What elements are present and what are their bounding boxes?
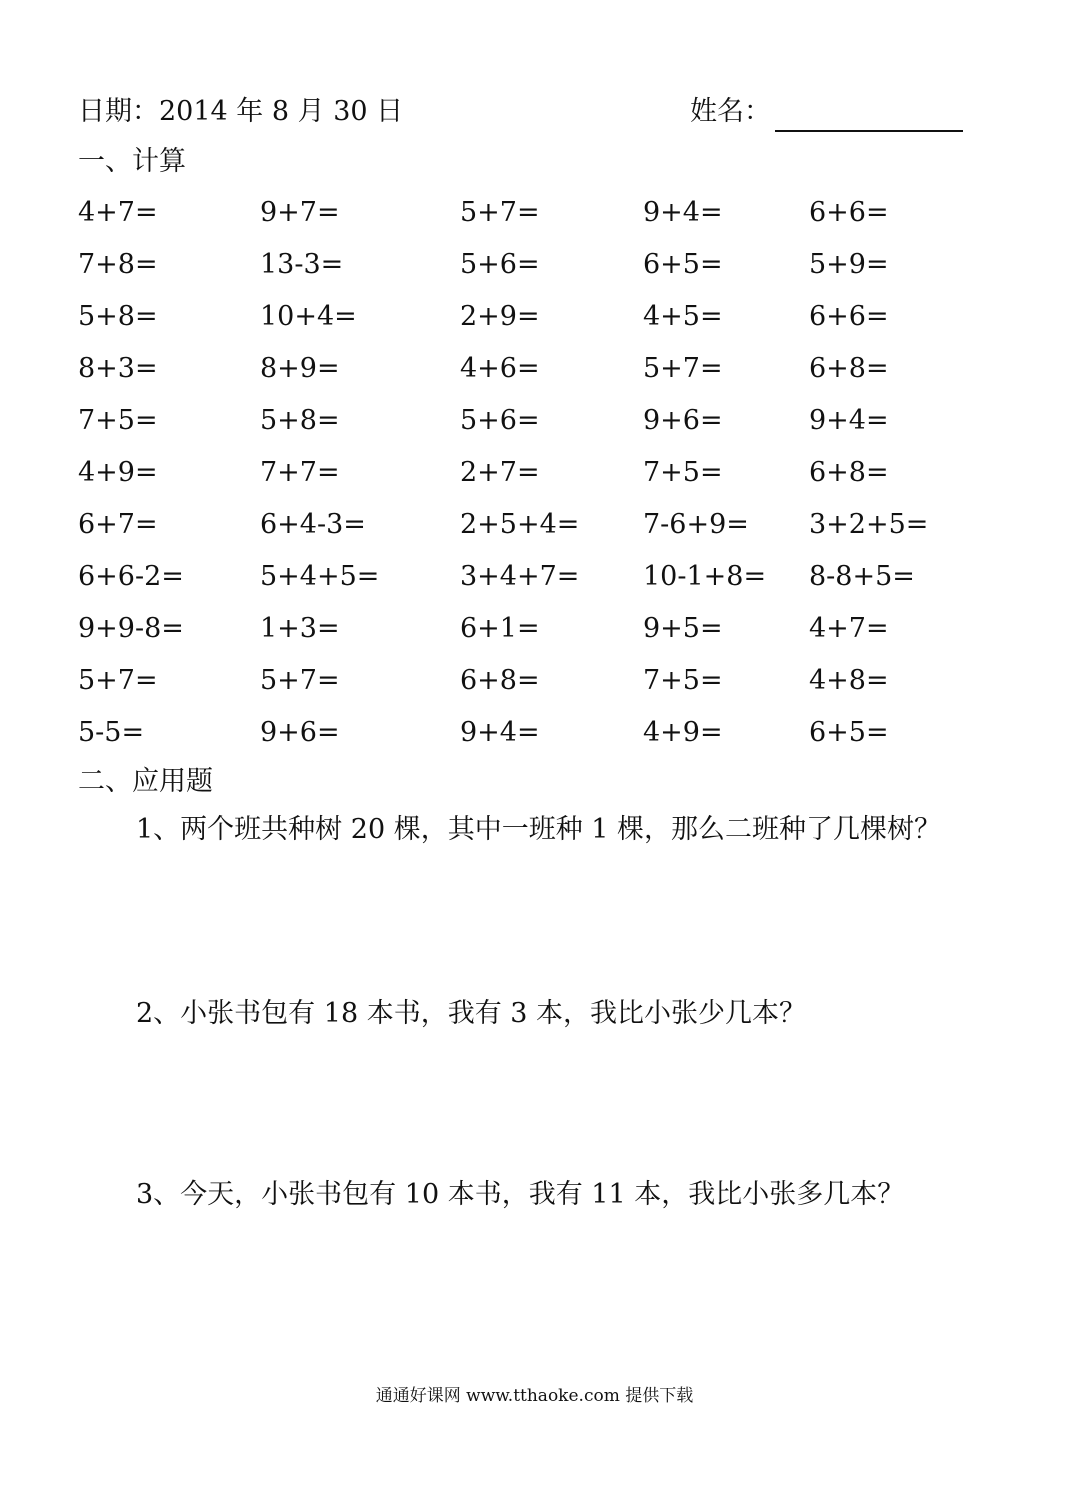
name-blank-line[interactable] — [775, 96, 963, 132]
calc-item: 4+9= — [78, 457, 158, 488]
calc-item: 1+3= — [260, 613, 340, 644]
calc-item: 13-3= — [260, 249, 344, 280]
calc-row — [78, 712, 978, 764]
section-calculation-title: 一、计算 — [78, 146, 186, 177]
name-field[interactable] — [690, 92, 963, 132]
calc-item: 6+8= — [809, 353, 889, 384]
calc-item: 6+6= — [809, 301, 889, 332]
calc-item: 7+5= — [643, 457, 723, 488]
calc-item: 4+7= — [78, 197, 158, 228]
calc-item: 5+7= — [260, 665, 340, 696]
header — [78, 92, 978, 132]
word-problem-1: 1、两个班共种树 20 棵，其中一班种 1 棵，那么二班种了几棵树？ — [136, 814, 942, 845]
calc-item: 9+5= — [643, 613, 723, 644]
calc-item: 5+6= — [460, 405, 540, 436]
calc-item: 4+9= — [643, 717, 723, 748]
calc-row — [78, 556, 978, 608]
calc-item: 2+7= — [460, 457, 540, 488]
calc-item: 3+4+7= — [460, 561, 580, 592]
calc-row — [78, 660, 978, 712]
calc-item: 9+6= — [643, 405, 723, 436]
calc-item: 6+6-2= — [78, 561, 184, 592]
word-problem-2: 2、小张书包有 18 本书，我有 3 本，我比小张少几本？ — [136, 998, 807, 1029]
calc-row — [78, 192, 978, 244]
calc-item: 6+7= — [78, 509, 158, 540]
calc-item: 9+4= — [643, 197, 723, 228]
calc-item: 2+9= — [460, 301, 540, 332]
calc-item: 7+5= — [78, 405, 158, 436]
calc-item: 9+9-8= — [78, 613, 184, 644]
calc-item: 9+6= — [260, 717, 340, 748]
calc-item: 5+8= — [78, 301, 158, 332]
calc-row — [78, 296, 978, 348]
calc-item: 5+4+5= — [260, 561, 380, 592]
word-problem-3: 3、今天，小张书包有 10 本书，我有 11 本，我比小张多几本？ — [136, 1179, 905, 1210]
calc-item: 6+1= — [460, 613, 540, 644]
calc-row — [78, 608, 978, 660]
calc-item: 6+5= — [809, 717, 889, 748]
calc-item: 9+4= — [809, 405, 889, 436]
name-label: 姓名： — [690, 96, 771, 127]
calc-item: 6+6= — [809, 197, 889, 228]
calc-item: 5+9= — [809, 249, 889, 280]
calculation-grid — [78, 192, 978, 764]
calc-row — [78, 452, 978, 504]
calc-item: 10-1+8= — [643, 561, 767, 592]
calc-item: 5+7= — [643, 353, 723, 384]
calc-item: 7+8= — [78, 249, 158, 280]
calc-item: 4+7= — [809, 613, 889, 644]
calc-item: 6+8= — [460, 665, 540, 696]
calc-item: 6+8= — [809, 457, 889, 488]
calc-item: 10+4= — [260, 301, 357, 332]
calc-item: 6+5= — [643, 249, 723, 280]
calc-item: 7-6+9= — [643, 509, 749, 540]
calc-item: 3+2+5= — [809, 509, 929, 540]
calc-item: 8+9= — [260, 353, 340, 384]
calc-row — [78, 400, 978, 452]
date-label: 日期：2014 年 8 月 30 日 — [78, 96, 404, 127]
calc-item: 5-5= — [78, 717, 145, 748]
calc-item: 4+5= — [643, 301, 723, 332]
calc-item: 4+8= — [809, 665, 889, 696]
calc-item: 8+3= — [78, 353, 158, 384]
calc-item: 8-8+5= — [809, 561, 915, 592]
calc-row — [78, 244, 978, 296]
calc-item: 9+7= — [260, 197, 340, 228]
calc-item: 5+8= — [260, 405, 340, 436]
calc-item: 5+7= — [78, 665, 158, 696]
calc-row — [78, 348, 978, 400]
calc-item: 4+6= — [460, 353, 540, 384]
calc-item: 2+5+4= — [460, 509, 580, 540]
section-word-problems-title: 二、应用题 — [78, 766, 213, 797]
calc-item: 5+7= — [460, 197, 540, 228]
calc-item: 7+5= — [643, 665, 723, 696]
calc-row — [78, 504, 978, 556]
footer-credit: 通通好课网 www.tthaoke.com 提供下载 — [375, 1386, 694, 1406]
calc-item: 9+4= — [460, 717, 540, 748]
calc-item: 5+6= — [460, 249, 540, 280]
calc-item: 6+4-3= — [260, 509, 366, 540]
calc-item: 7+7= — [260, 457, 340, 488]
